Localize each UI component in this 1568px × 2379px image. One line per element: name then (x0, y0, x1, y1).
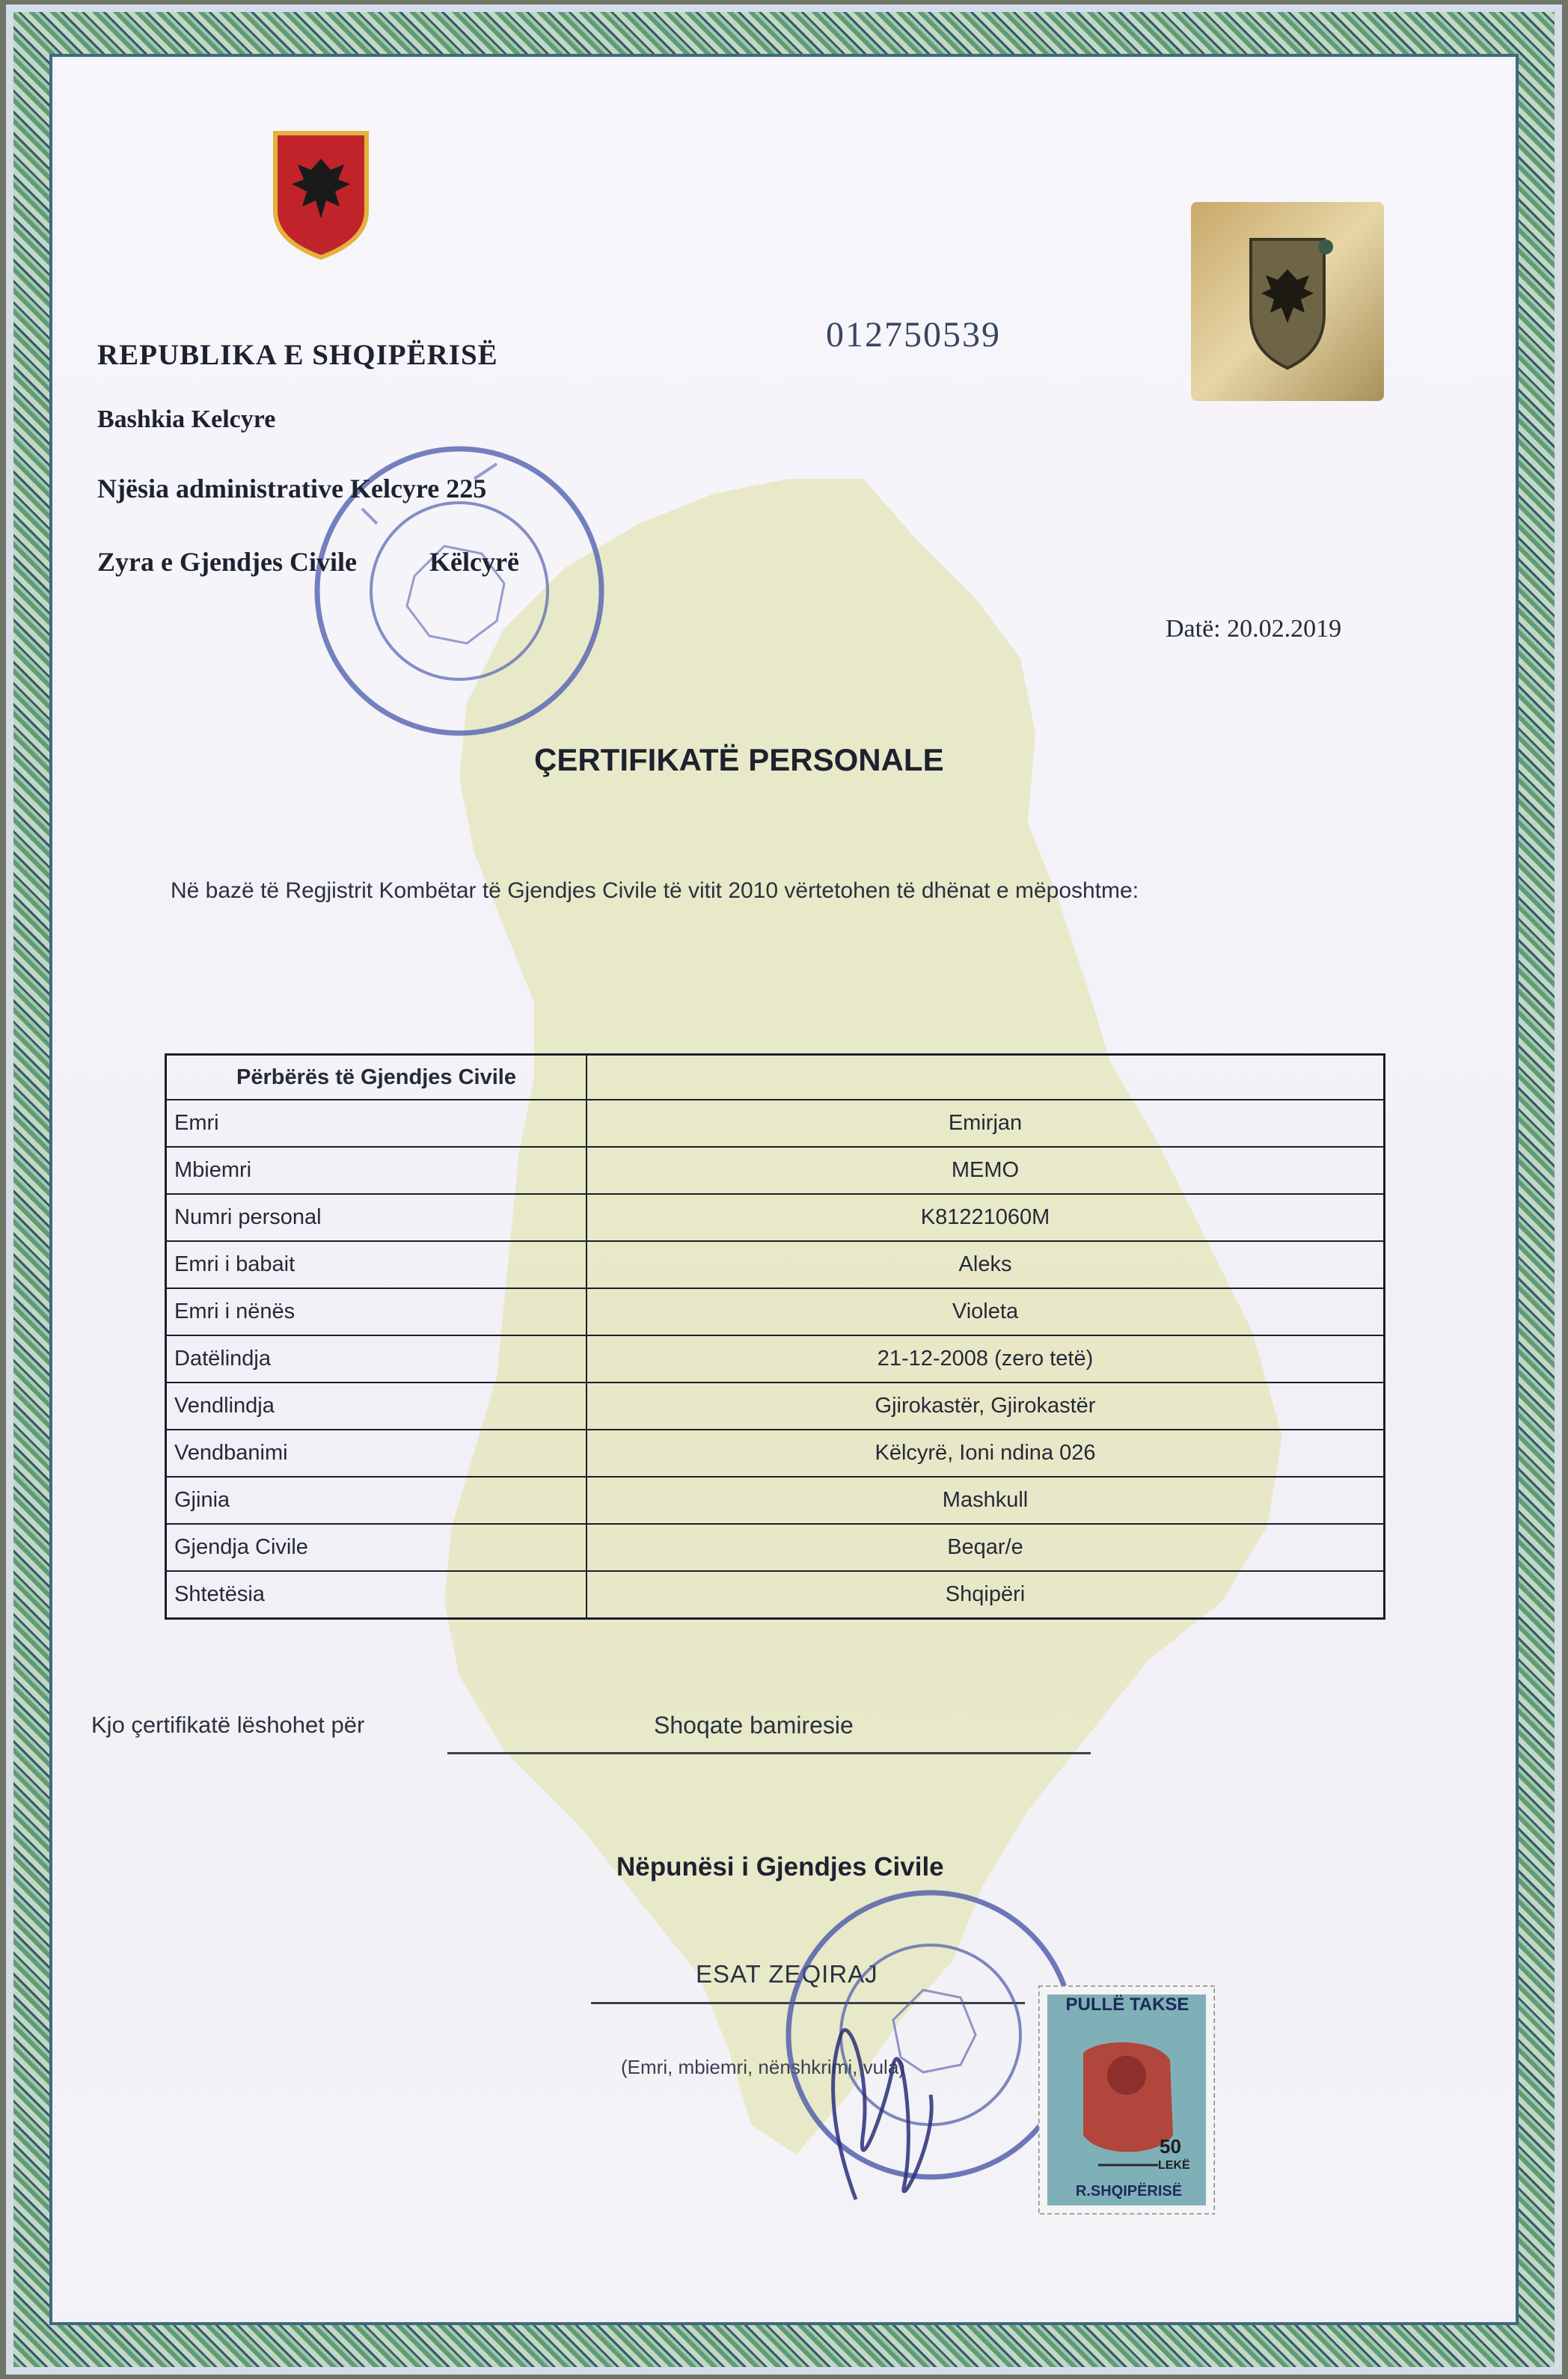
revenue-tax-stamp-icon (1038, 1985, 1215, 2214)
signature-caption: (Emri, mbiemri, nënshkrimi, vula) (621, 2056, 905, 2078)
row-label: Emri (166, 1100, 587, 1147)
revenue-stamp-top-label: PULLË TAKSE (1065, 1994, 1189, 2015)
row-value: MEMO (587, 1147, 1385, 1194)
row-value: Beqar/e (587, 1524, 1385, 1571)
certificate-sheet (6, 4, 1562, 2375)
row-value: Aleks (587, 1241, 1385, 1288)
row-label: Numri personal (166, 1194, 587, 1241)
intro-paragraph: Në bazë të Regjistrit Kombëtar të Gjendjes Civile të vitit 2010 vërtetohen të dhënat e mëposhtme: (171, 878, 1139, 903)
republic-heading: REPUBLIKA E SHQIPËRISË (97, 339, 498, 371)
row-label: Datëlindja (166, 1335, 587, 1383)
revenue-stamp-bottom-label: R.SHQIPËRISË (1075, 2183, 1183, 2199)
row-value: Këlcyrë, Ioni ndina 026 (587, 1430, 1385, 1477)
albania-coat-of-arms-icon (269, 129, 373, 260)
certificate-paper (55, 60, 1513, 2319)
row-value: K81221060M (587, 1194, 1385, 1241)
municipality-line: Bashkia Kelcyre (97, 405, 276, 433)
table-header-row (166, 1055, 1385, 1100)
official-title: Nëpunësi i Gjendjes Civile (616, 1852, 944, 1882)
issued-for-underline (447, 1752, 1091, 1754)
row-value: Emirjan (587, 1100, 1385, 1147)
table-header-empty-cell (587, 1055, 1385, 1100)
revenue-stamp-value: 50 (1160, 2135, 1181, 2158)
row-label: Vendlindja (166, 1383, 587, 1430)
table-row (166, 1335, 1385, 1383)
official-name: ESAT ZEQIRAJ (696, 1960, 878, 1988)
revenue-stamp-unit: LEKË (1158, 2159, 1190, 2172)
issued-for-value: Shoqate bamiresie (654, 1712, 854, 1739)
table-row (166, 1477, 1385, 1524)
table-row (166, 1241, 1385, 1288)
serial-number: 012750539 (826, 315, 1001, 355)
row-label: Gjendja Civile (166, 1524, 587, 1571)
office-place: Këlcyrë (429, 547, 519, 577)
row-label: Mbiemri (166, 1147, 587, 1194)
row-value: Shqipëri (587, 1571, 1385, 1619)
row-label: Gjinia (166, 1477, 587, 1524)
row-label: Vendbanimi (166, 1430, 587, 1477)
row-label: Emri i babait (166, 1241, 587, 1288)
row-label: Shtetësia (166, 1571, 587, 1619)
row-value: Gjirokastër, Gjirokastër (587, 1383, 1385, 1430)
table-row (166, 1524, 1385, 1571)
table-row (166, 1288, 1385, 1335)
table-row (166, 1194, 1385, 1241)
row-value: Violeta (587, 1288, 1385, 1335)
security-hologram-icon (1191, 202, 1384, 401)
civil-status-table (165, 1053, 1385, 1620)
admin-unit-line: Njësia administrative Kelcyre 225 (97, 474, 487, 503)
row-label: Emri i nënës (166, 1288, 587, 1335)
row-value: 21-12-2008 (zero tetë) (587, 1335, 1385, 1383)
table-row (166, 1383, 1385, 1430)
certificate-title: ÇERTIFIKATË PERSONALE (534, 742, 944, 777)
table-row (166, 1430, 1385, 1477)
issued-for-label: Kjo çertifikatë lëshohet për (91, 1712, 365, 1738)
office-label: Zyra e Gjendjes Civile (97, 547, 357, 577)
table-row (166, 1571, 1385, 1619)
table-header-cell: Përbërës të Gjendjes Civile (166, 1055, 587, 1100)
row-value: Mashkull (587, 1477, 1385, 1524)
table-row (166, 1100, 1385, 1147)
table-row (166, 1147, 1385, 1194)
issue-date: Datë: 20.02.2019 (1166, 615, 1342, 643)
